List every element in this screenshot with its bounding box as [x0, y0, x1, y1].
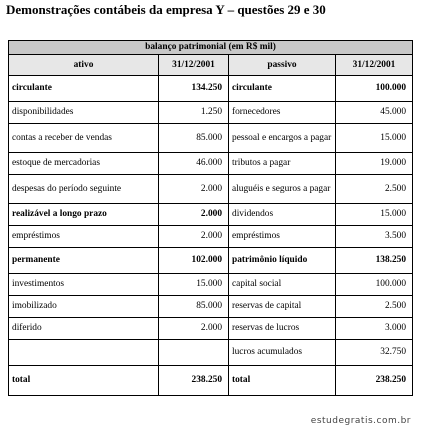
- header-date-ativo: 31/12/2001: [159, 55, 229, 76]
- table-row: [9, 204, 413, 226]
- table-row: [9, 318, 413, 340]
- page-heading: Demonstrações contábeis da empresa Y – questões 29 e 30: [6, 2, 326, 17]
- ativo-label: investimentos: [9, 274, 159, 296]
- table-row: [9, 248, 413, 274]
- table-row: [9, 102, 413, 124]
- ativo-label: despesas do período seguinte: [9, 175, 159, 204]
- passivo-label: reservas de lucros: [229, 318, 336, 340]
- ativo-value: 2.000: [159, 226, 229, 248]
- table-title-row: [9, 41, 413, 55]
- table-row: [9, 76, 413, 102]
- passivo-label: pessoal e encargos a pagar: [229, 124, 336, 153]
- table-row: [9, 296, 413, 318]
- table-row: [9, 226, 413, 248]
- ativo-label: contas a receber de vendas: [9, 124, 159, 153]
- passivo-label: empréstimos: [229, 226, 336, 248]
- ativo-value: 85.000: [159, 296, 229, 318]
- passivo-value: 45.000: [336, 102, 413, 124]
- header-ativo: ativo: [9, 55, 159, 76]
- passivo-label: fornecedores: [229, 102, 336, 124]
- passivo-label: aluguéis e seguros a pagar: [229, 175, 336, 204]
- ativo-label: [9, 340, 159, 366]
- passivo-label: tributos a pagar: [229, 153, 336, 175]
- ativo-value: 15.000: [159, 274, 229, 296]
- passivo-label: lucros acumulados: [229, 340, 336, 366]
- ativo-value: 134.250: [159, 76, 229, 102]
- passivo-total-label: total: [229, 366, 336, 396]
- ativo-label: estoque de mercadorias: [9, 153, 159, 175]
- passivo-label: patrimônio líquido: [229, 248, 336, 274]
- ativo-value: 85.000: [159, 124, 229, 153]
- ativo-label: empréstimos: [9, 226, 159, 248]
- header-date-passivo: 31/12/2001: [336, 55, 413, 76]
- passivo-value: 100.000: [336, 274, 413, 296]
- passivo-value: 15.000: [336, 124, 413, 153]
- passivo-value: 138.250: [336, 248, 413, 274]
- ativo-value: 2.000: [159, 204, 229, 226]
- passivo-value: 3.500: [336, 226, 413, 248]
- header-passivo: passivo: [229, 55, 336, 76]
- table-title: balanço patrimonial (em R$ mil): [9, 41, 413, 55]
- ativo-label: imobilizado: [9, 296, 159, 318]
- passivo-total-value: 238.250: [336, 366, 413, 396]
- ativo-label: diferido: [9, 318, 159, 340]
- passivo-value: 3.000: [336, 318, 413, 340]
- ativo-value: [159, 340, 229, 366]
- table-row: [9, 340, 413, 366]
- passivo-label: dividendos: [229, 204, 336, 226]
- table-row: [9, 153, 413, 175]
- passivo-value: 15.000: [336, 204, 413, 226]
- passivo-label: capital social: [229, 274, 336, 296]
- passivo-value: 2.500: [336, 296, 413, 318]
- passivo-value: 19.000: [336, 153, 413, 175]
- ativo-label: permanente: [9, 248, 159, 274]
- ativo-total-label: total: [9, 366, 159, 396]
- table-row: [9, 124, 413, 153]
- ativo-value: 2.000: [159, 175, 229, 204]
- table-row-total: [9, 366, 413, 396]
- passivo-value: 2.500: [336, 175, 413, 204]
- ativo-label: disponibilidades: [9, 102, 159, 124]
- balance-sheet-table: [8, 40, 413, 396]
- passivo-value: 32.750: [336, 340, 413, 366]
- passivo-label: circulante: [229, 76, 336, 102]
- passivo-value: 100.000: [336, 76, 413, 102]
- table-header-row: [9, 55, 413, 76]
- passivo-label: reservas de capital: [229, 296, 336, 318]
- ativo-label: circulante: [9, 76, 159, 102]
- site-watermark: estudegratis.com.br: [310, 416, 411, 426]
- table-row: [9, 274, 413, 296]
- table-row: [9, 175, 413, 204]
- ativo-label: realizável a longo prazo: [9, 204, 159, 226]
- ativo-value: 46.000: [159, 153, 229, 175]
- ativo-value: 1.250: [159, 102, 229, 124]
- ativo-total-value: 238.250: [159, 366, 229, 396]
- ativo-value: 102.000: [159, 248, 229, 274]
- ativo-value: 2.000: [159, 318, 229, 340]
